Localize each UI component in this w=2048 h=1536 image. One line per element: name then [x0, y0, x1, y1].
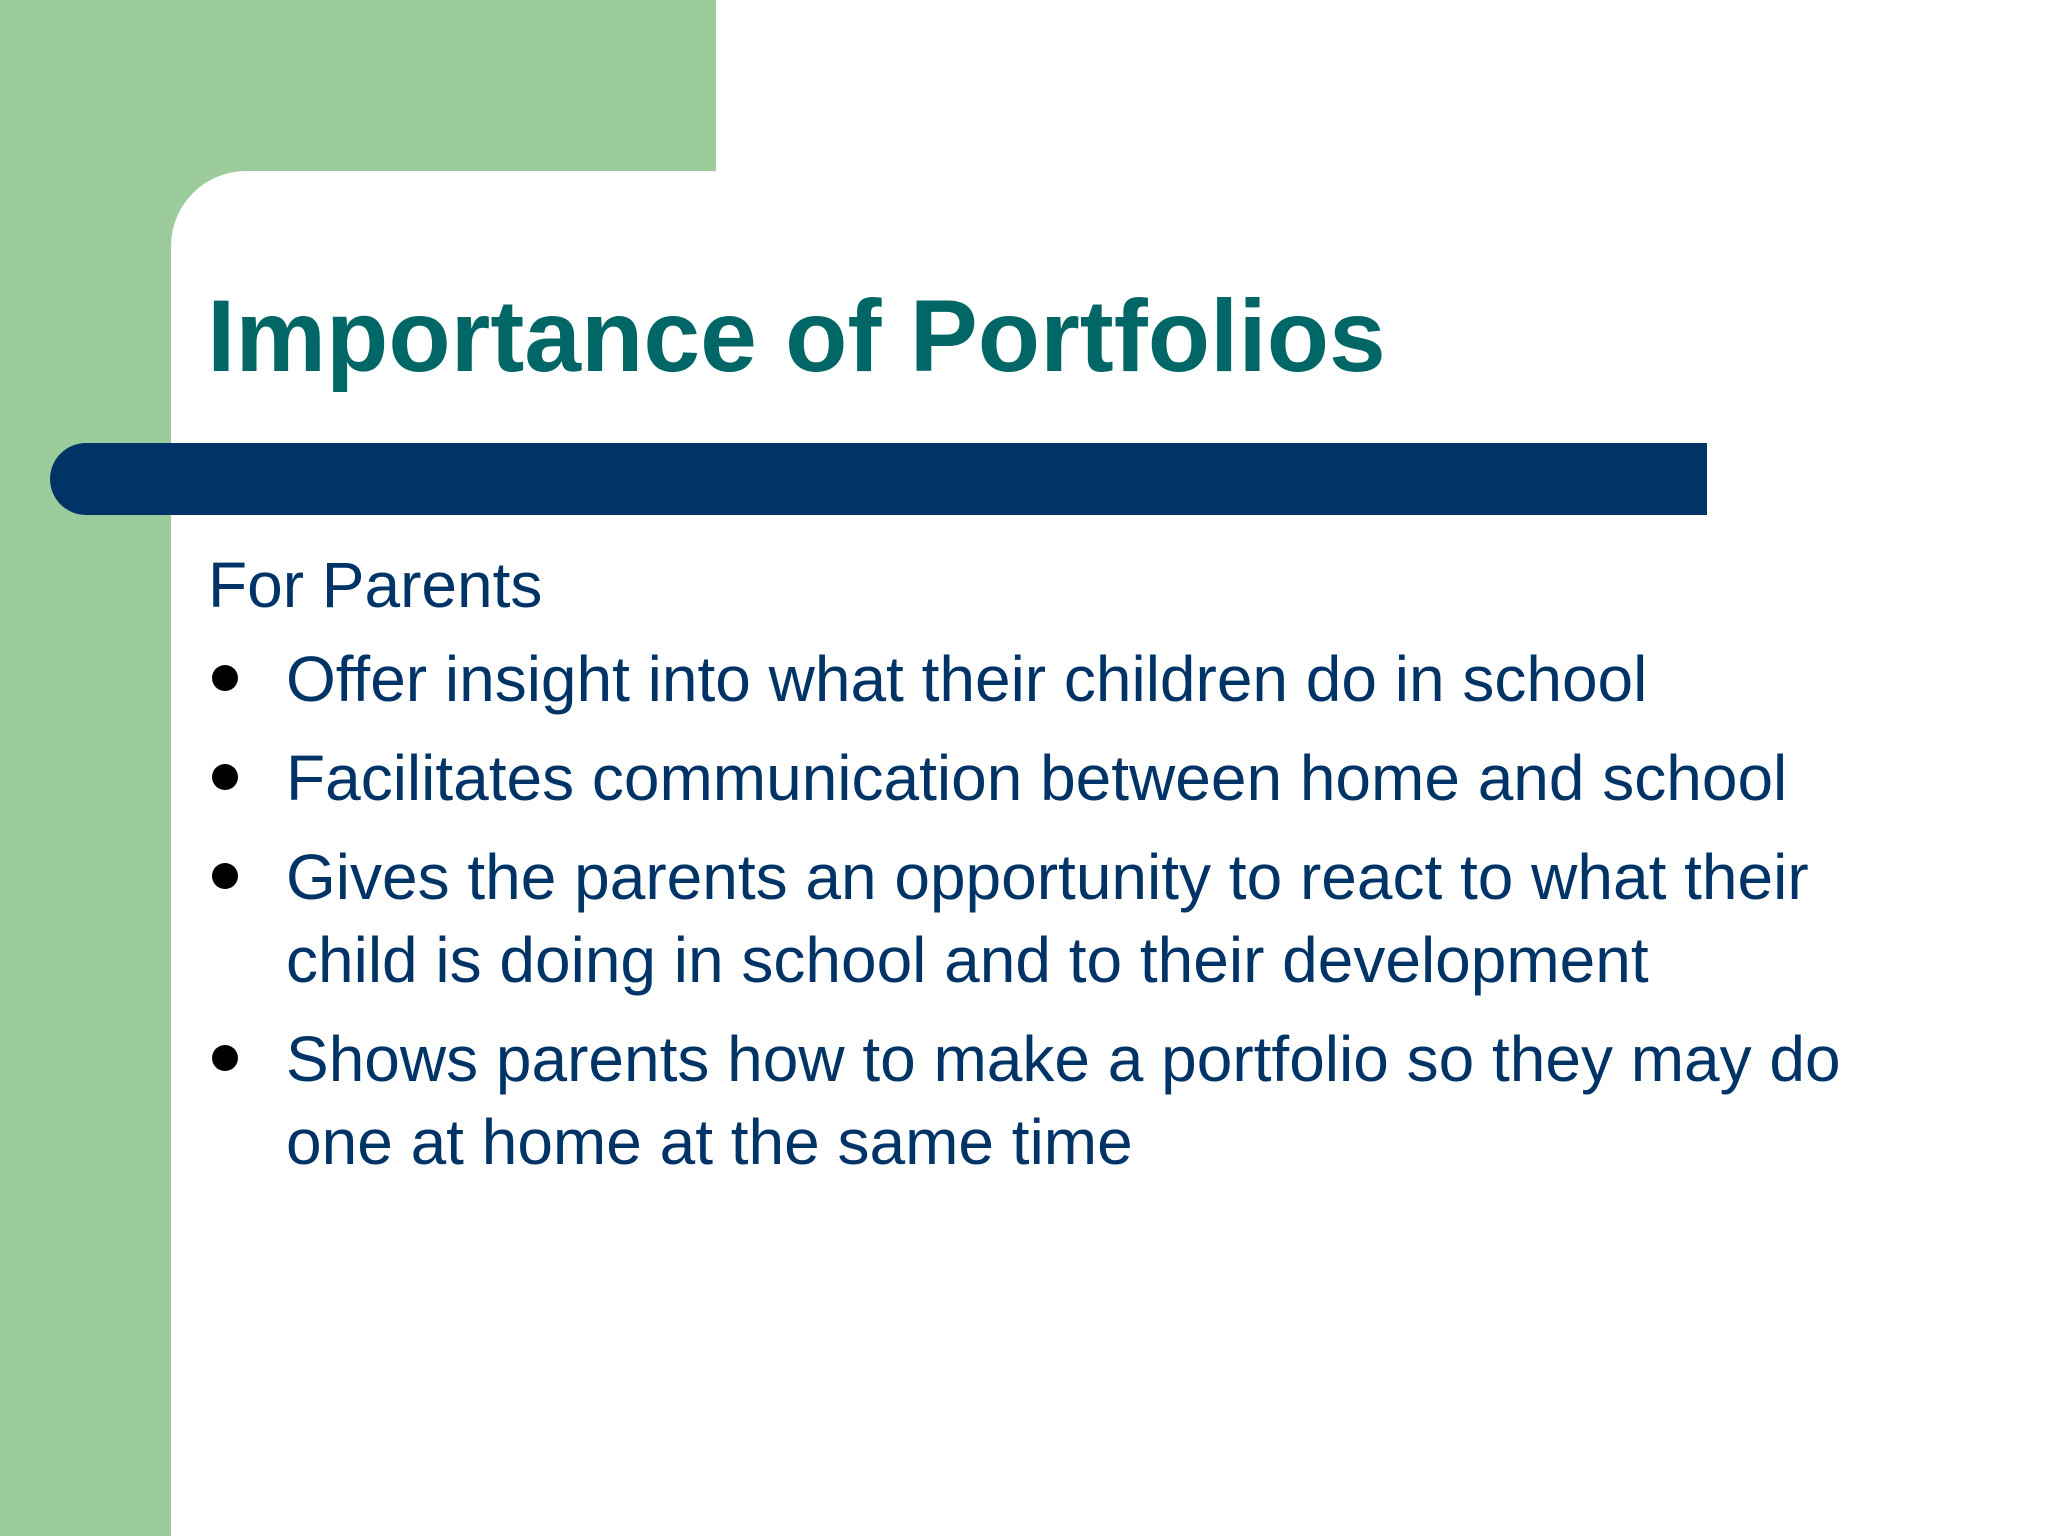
bullet-text: Offer insight into what their children do in school: [286, 643, 1648, 715]
subheading: For Parents: [208, 549, 543, 621]
bullet-icon: [212, 665, 238, 691]
bullet-item: [208, 1018, 1928, 1184]
bullet-icon: [212, 764, 238, 790]
slide-title: Importance of Portfolios: [207, 279, 1386, 393]
bullet-text: Shows parents how to make a portfolio so they may do one at home at the same time: [286, 1023, 1841, 1178]
bullet-item: [208, 836, 1928, 1002]
bullet-item: [208, 638, 1928, 721]
bullet-icon: [212, 863, 238, 889]
bullet-list: [208, 638, 1928, 1184]
bullet-icon: [212, 1045, 238, 1071]
bullet-text: Facilitates communication between home and school: [286, 742, 1788, 814]
bullet-item: [208, 737, 1928, 820]
slide-body: [208, 540, 1928, 1200]
bullet-text: Gives the parents an opportunity to react to what their child is doing in school and to their development: [286, 841, 1809, 996]
title-underline-bar: [50, 443, 1707, 515]
